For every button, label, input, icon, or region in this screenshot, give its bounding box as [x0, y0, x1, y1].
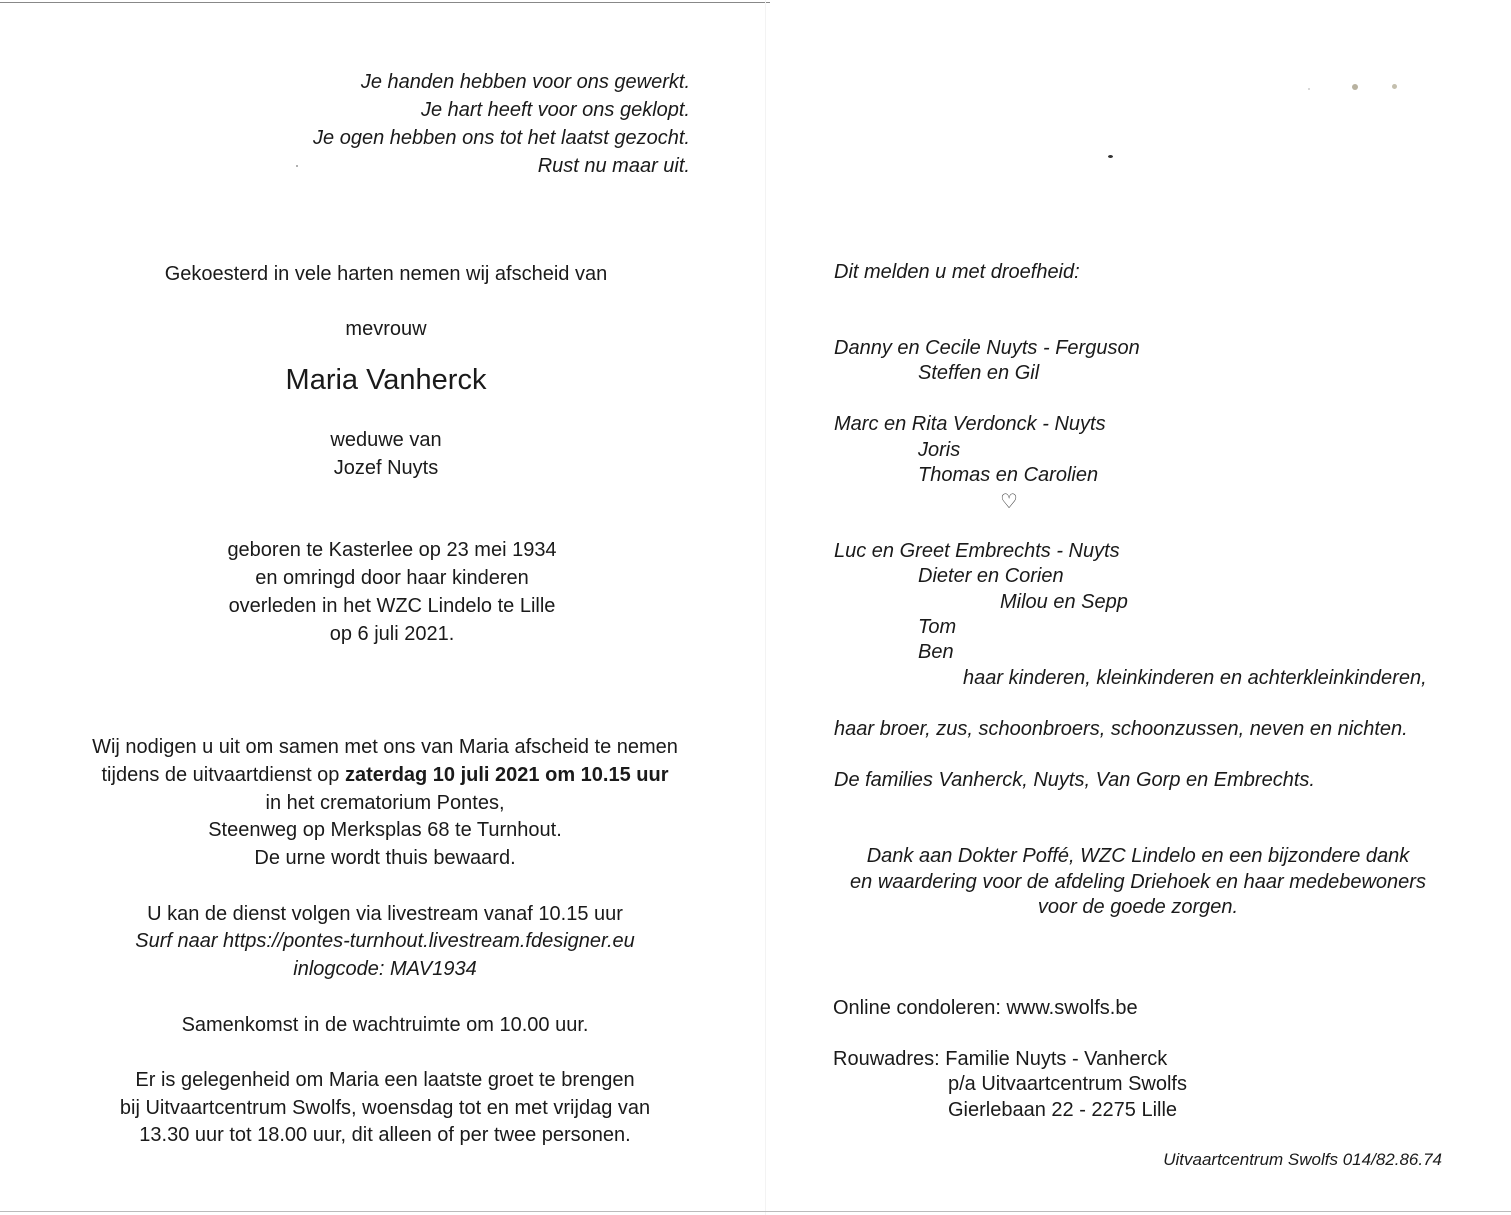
mourning-address: Gierlebaan 22 - 2275 Lille [948, 1099, 1178, 1121]
family-parents: Danny en Cecile Nuyts - Ferguson [834, 337, 1140, 359]
visit-line: Er is gelegenheid om Maria een laatste groet te brengen [135, 1069, 635, 1091]
deceased-name: Maria Vanherck [285, 364, 487, 396]
family-children: Tom [918, 616, 957, 638]
online-condolence: Online condoleren: www.swolfs.be [833, 997, 1138, 1019]
heart-outline-icon: ♡ [1000, 491, 1018, 513]
life-line: en omringd door haar kinderen [255, 567, 529, 589]
life-line: op 6 juli 2021. [329, 623, 455, 645]
mourning-address: p/a Uitvaartcentrum Swolfs [948, 1073, 1187, 1095]
family-children: Joris [918, 439, 961, 461]
family-parents: Luc en Greet Embrechts - Nuyts [834, 540, 1120, 562]
funeral-home-footer: Uitvaartcentrum Swolfs 014/82.86.74 [1163, 1150, 1442, 1169]
service-line: in het crematorium Pontes, [265, 792, 505, 814]
top-edge-line [0, 2, 770, 3]
service-line: Wij nodigen u uit om samen met ons van Maria afscheid te nemen [92, 736, 678, 758]
thanks-line: Dank aan Dokter Poffé, WZC Lindelo en een bijzondere dank [866, 845, 1410, 867]
scan-speck [1352, 84, 1358, 90]
family-children: Steffen en Gil [918, 362, 1040, 384]
thanks-line: voor de goede zorgen. [1037, 896, 1239, 918]
visit-line: bij Uitvaartcentrum Swolfs, woensdag tot en met vrijdag van [119, 1097, 651, 1119]
honorific: mevrouw [345, 318, 427, 340]
service-line: De urne wordt thuis bewaard. [254, 847, 516, 869]
family-children: Thomas en Carolien [918, 464, 1099, 486]
visit-line: 13.30 uur tot 18.00 uur, dit alleen of per twee personen. [139, 1124, 631, 1146]
livestream-url: Surf naar https://pontes-turnhout.livestream.fdesigner.eu [135, 930, 635, 952]
scan-speck [1108, 155, 1113, 158]
family-children: Dieter en Corien [918, 565, 1064, 587]
intro-text: Gekoesterd in vele harten nemen wij afscheid van [164, 263, 608, 285]
poem-line: Je hart heeft voor ons geklopt. [420, 99, 690, 121]
thanks-line: en waardering voor de afdeling Driehoek en haar medebewoners [850, 871, 1426, 893]
announcement: Dit melden u met droefheid: [834, 261, 1080, 283]
livestream-line: U kan de dienst volgen via livestream vanaf 10.15 uur [147, 903, 623, 925]
gathering-text: Samenkomst in de wachtruimte om 10.00 uur. [181, 1014, 589, 1036]
card-fold [765, 0, 766, 1215]
service-intro: tijdens de uitvaartdienst op [101, 764, 345, 786]
family-summary: haar kinderen, kleinkinderen en achterkleinkinderen, [963, 667, 1427, 689]
mourning-address: Rouwadres: Familie Nuyts - Vanherck [833, 1048, 1168, 1070]
livestream-code: inlogcode: MAV1934 [293, 958, 477, 980]
life-line: geboren te Kasterlee op 23 mei 1934 [227, 539, 557, 561]
family-parents: Marc en Rita Verdonck - Nuyts [834, 413, 1106, 435]
family-children: Ben [918, 641, 954, 663]
poem-line: Rust nu maar uit. [537, 155, 690, 177]
poem-line: Je handen hebben voor ons gewerkt. [360, 71, 690, 93]
service-line [60, 761, 710, 789]
family-grandchildren: Milou en Sepp [1000, 591, 1128, 613]
family-names: De families Vanherck, Nuyts, Van Gorp en Embrechts. [834, 769, 1315, 791]
service-date: zaterdag 10 juli 2021 om 10.15 uur [345, 764, 669, 786]
widow-label: weduwe van [330, 429, 442, 451]
family-relatives: haar broer, zus, schoonbroers, schoonzussen, neven en nichten. [834, 718, 1408, 740]
scan-speck [1308, 88, 1310, 90]
scan-speck [1392, 84, 1397, 89]
life-line: overleden in het WZC Lindelo te Lille [228, 595, 556, 617]
service-line: Steenweg op Merksplas 68 te Turnhout. [208, 819, 562, 841]
poem-line: Je ogen hebben ons tot het laatst gezocht. [313, 127, 690, 149]
bottom-edge-line [0, 1211, 1511, 1212]
spouse-name: Jozef Nuyts [333, 457, 439, 479]
